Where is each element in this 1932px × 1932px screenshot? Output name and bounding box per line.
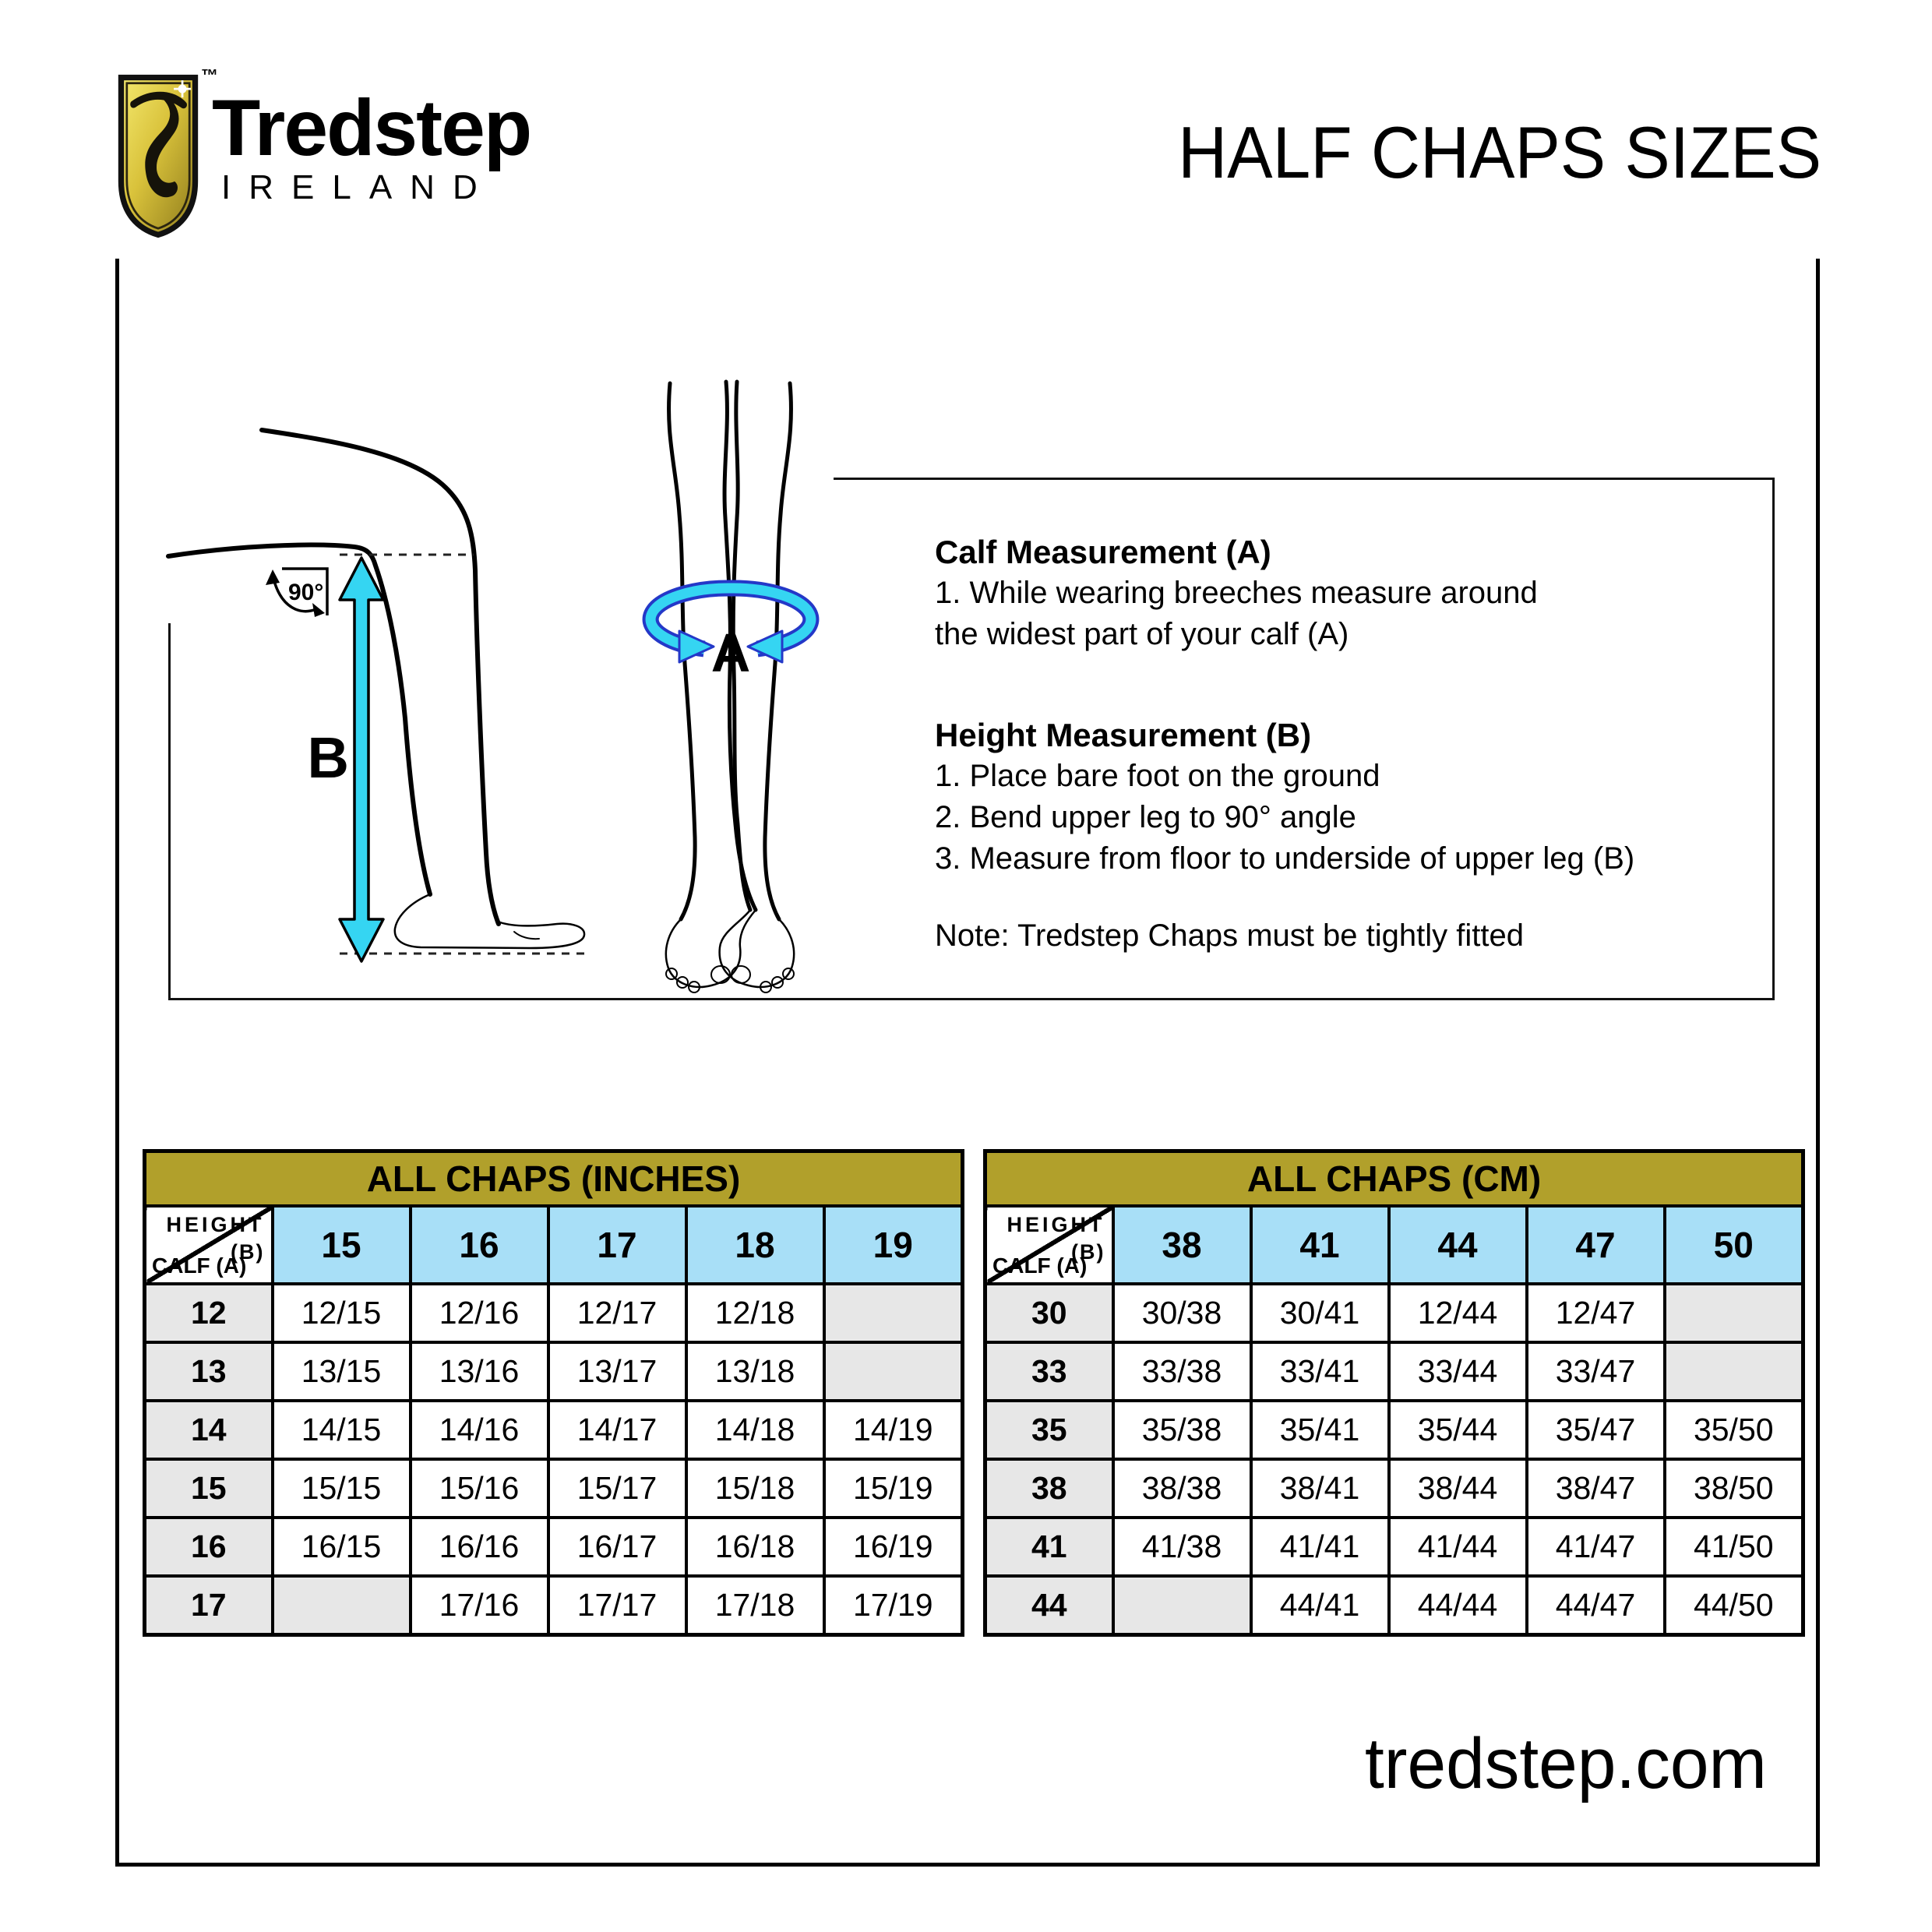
size-cell: 30/41	[1251, 1284, 1389, 1342]
height-column-header: 18	[686, 1206, 824, 1284]
calf-row-header: 30	[985, 1284, 1113, 1342]
table-row	[985, 1518, 1803, 1576]
size-cell: 14/19	[824, 1401, 963, 1459]
tredstep-shield-icon	[117, 72, 199, 240]
corner-header-cell	[145, 1206, 273, 1284]
size-cell: 35/50	[1665, 1401, 1803, 1459]
size-cell: 35/44	[1389, 1401, 1527, 1459]
calf-row-header: 13	[145, 1342, 273, 1401]
size-cell: 35/41	[1251, 1401, 1389, 1459]
size-cell: 33/47	[1527, 1342, 1665, 1401]
size-cell: 44/47	[1527, 1576, 1665, 1635]
size-cell: 38/50	[1665, 1459, 1803, 1518]
dashed-reference-lines	[340, 555, 584, 954]
height-column-header: 47	[1527, 1206, 1665, 1284]
size-cell: 16/16	[411, 1518, 548, 1576]
calf-row-header: 44	[985, 1576, 1113, 1635]
empty-cell	[1113, 1576, 1251, 1635]
size-cell: 41/44	[1389, 1518, 1527, 1576]
brand-name: Tredstep	[212, 83, 531, 172]
table-row	[985, 1459, 1803, 1518]
height-arrow-label: B	[307, 725, 349, 790]
calf-row-header: 16	[145, 1518, 273, 1576]
tredstep-logo	[117, 72, 199, 240]
calf-row-header: 12	[145, 1284, 273, 1342]
calf-row-header: 38	[985, 1459, 1113, 1518]
corner-calf-label: CALF (A)	[992, 1253, 1088, 1278]
calf-instruction-line: 1. While wearing breeches measure around	[935, 576, 1538, 610]
size-cell: 12/18	[686, 1284, 824, 1342]
size-cell: 13/15	[273, 1342, 411, 1401]
size-cell: 44/44	[1389, 1576, 1527, 1635]
size-cell: 12/47	[1527, 1284, 1665, 1342]
size-cell: 15/15	[273, 1459, 411, 1518]
size-cell: 16/19	[824, 1518, 963, 1576]
size-cell: 13/16	[411, 1342, 548, 1401]
table-row	[985, 1576, 1803, 1635]
calf-instructions-heading: Calf Measurement (A)	[935, 534, 1271, 570]
frame-border-left	[115, 259, 119, 1867]
empty-cell	[824, 1284, 963, 1342]
frame-border-bottom	[115, 1863, 1820, 1867]
height-instruction-line: 1. Place bare foot on the ground	[935, 759, 1380, 793]
corner-b-label: (B)	[231, 1240, 265, 1264]
calf-row-header: 41	[985, 1518, 1113, 1576]
empty-cell	[273, 1576, 411, 1635]
size-cell: 15/16	[411, 1459, 548, 1518]
size-cell: 38/38	[1113, 1459, 1251, 1518]
size-cell: 12/16	[411, 1284, 548, 1342]
size-cell: 41/38	[1113, 1518, 1251, 1576]
height-column-header: 16	[411, 1206, 548, 1284]
size-cell: 38/44	[1389, 1459, 1527, 1518]
empty-cell	[824, 1342, 963, 1401]
height-column-header: 38	[1113, 1206, 1251, 1284]
height-column-header: 19	[824, 1206, 963, 1284]
trademark-symbol: ™	[201, 65, 218, 85]
measurement-instructions	[935, 531, 1749, 957]
table-row	[145, 1284, 963, 1342]
angle-annotation	[266, 569, 327, 617]
corner-b-label: (B)	[1071, 1240, 1105, 1264]
calf-arrow-label: A	[710, 622, 751, 683]
measurement-diagram	[140, 327, 974, 1028]
angle-label: 90°	[288, 580, 324, 605]
size-cell: 41/41	[1251, 1518, 1389, 1576]
height-arrow	[308, 558, 383, 961]
size-cell: 41/50	[1665, 1518, 1803, 1576]
height-instruction-line: 2. Bend upper leg to 90° angle	[935, 800, 1356, 834]
size-cell: 44/50	[1665, 1576, 1803, 1635]
size-table	[143, 1149, 964, 1637]
height-column-header: 50	[1665, 1206, 1803, 1284]
size-cell: 38/47	[1527, 1459, 1665, 1518]
size-cell: 17/16	[411, 1576, 548, 1635]
size-cell: 14/15	[273, 1401, 411, 1459]
calf-row-header: 15	[145, 1459, 273, 1518]
size-cell: 33/38	[1113, 1342, 1251, 1401]
website-url: tredstep.com	[1365, 1724, 1767, 1803]
calf-row-header: 35	[985, 1401, 1113, 1459]
brand-region: IRELAND	[221, 168, 495, 206]
cm-size-table-host	[983, 1149, 1805, 1637]
diagram-box-top	[834, 478, 1775, 480]
height-column-header: 41	[1251, 1206, 1389, 1284]
calf-row-header: 17	[145, 1576, 273, 1635]
table-row	[145, 1459, 963, 1518]
height-instructions-heading: Height Measurement (B)	[935, 717, 1312, 753]
table-row	[985, 1284, 1803, 1342]
size-cell: 35/47	[1527, 1401, 1665, 1459]
size-cell: 14/16	[411, 1401, 548, 1459]
size-cell: 13/18	[686, 1342, 824, 1401]
diagram-box-right	[1772, 478, 1775, 1000]
size-cell: 17/19	[824, 1576, 963, 1635]
inches-size-table-host	[143, 1149, 964, 1637]
size-cell: 16/17	[548, 1518, 686, 1576]
size-cell: 12/44	[1389, 1284, 1527, 1342]
frame-border-right	[1816, 259, 1820, 1867]
size-cell: 12/17	[548, 1284, 686, 1342]
corner-height-label: HEIGHT	[1007, 1213, 1105, 1236]
fitting-note: Note: Tredstep Chaps must be tightly fitted	[935, 918, 1524, 953]
size-cell: 38/41	[1251, 1459, 1389, 1518]
size-table	[983, 1149, 1805, 1637]
height-column-header: 44	[1389, 1206, 1527, 1284]
empty-cell	[1665, 1342, 1803, 1401]
table-title: ALL CHAPS (INCHES)	[145, 1151, 963, 1207]
size-cell: 33/41	[1251, 1342, 1389, 1401]
table-row	[145, 1401, 963, 1459]
table-row	[145, 1518, 963, 1576]
size-cell: 15/19	[824, 1459, 963, 1518]
table-row	[985, 1342, 1803, 1401]
table-row	[145, 1342, 963, 1401]
size-cell: 17/17	[548, 1576, 686, 1635]
size-cell: 44/41	[1251, 1576, 1389, 1635]
size-cell: 14/17	[548, 1401, 686, 1459]
calf-row-header: 33	[985, 1342, 1113, 1401]
corner-height-label: HEIGHT	[166, 1213, 265, 1236]
calf-row-header: 14	[145, 1401, 273, 1459]
size-cell: 33/44	[1389, 1342, 1527, 1401]
size-cell: 12/15	[273, 1284, 411, 1342]
height-column-header: 17	[548, 1206, 686, 1284]
size-cell: 15/18	[686, 1459, 824, 1518]
corner-header-cell	[985, 1206, 1113, 1284]
size-cell: 16/18	[686, 1518, 824, 1576]
size-cell: 16/15	[273, 1518, 411, 1576]
corner-calf-label: CALF (A)	[152, 1253, 247, 1278]
height-column-header: 15	[273, 1206, 411, 1284]
size-cell: 41/47	[1527, 1518, 1665, 1576]
calf-instruction-line: the widest part of your calf (A)	[935, 617, 1349, 651]
size-cell: 13/17	[548, 1342, 686, 1401]
side-leg-art	[168, 430, 584, 948]
empty-cell	[1665, 1284, 1803, 1342]
page-title: HALF CHAPS SIZES	[1178, 111, 1821, 193]
height-instruction-line: 3. Measure from floor to underside of upper leg (B)	[935, 841, 1635, 876]
table-title: ALL CHAPS (CM)	[985, 1151, 1803, 1207]
size-cell: 14/18	[686, 1401, 824, 1459]
table-row	[985, 1401, 1803, 1459]
size-cell: 17/18	[686, 1576, 824, 1635]
size-cell: 30/38	[1113, 1284, 1251, 1342]
table-row	[145, 1576, 963, 1635]
front-legs-art	[666, 382, 794, 992]
size-cell: 15/17	[548, 1459, 686, 1518]
size-cell: 35/38	[1113, 1401, 1251, 1459]
